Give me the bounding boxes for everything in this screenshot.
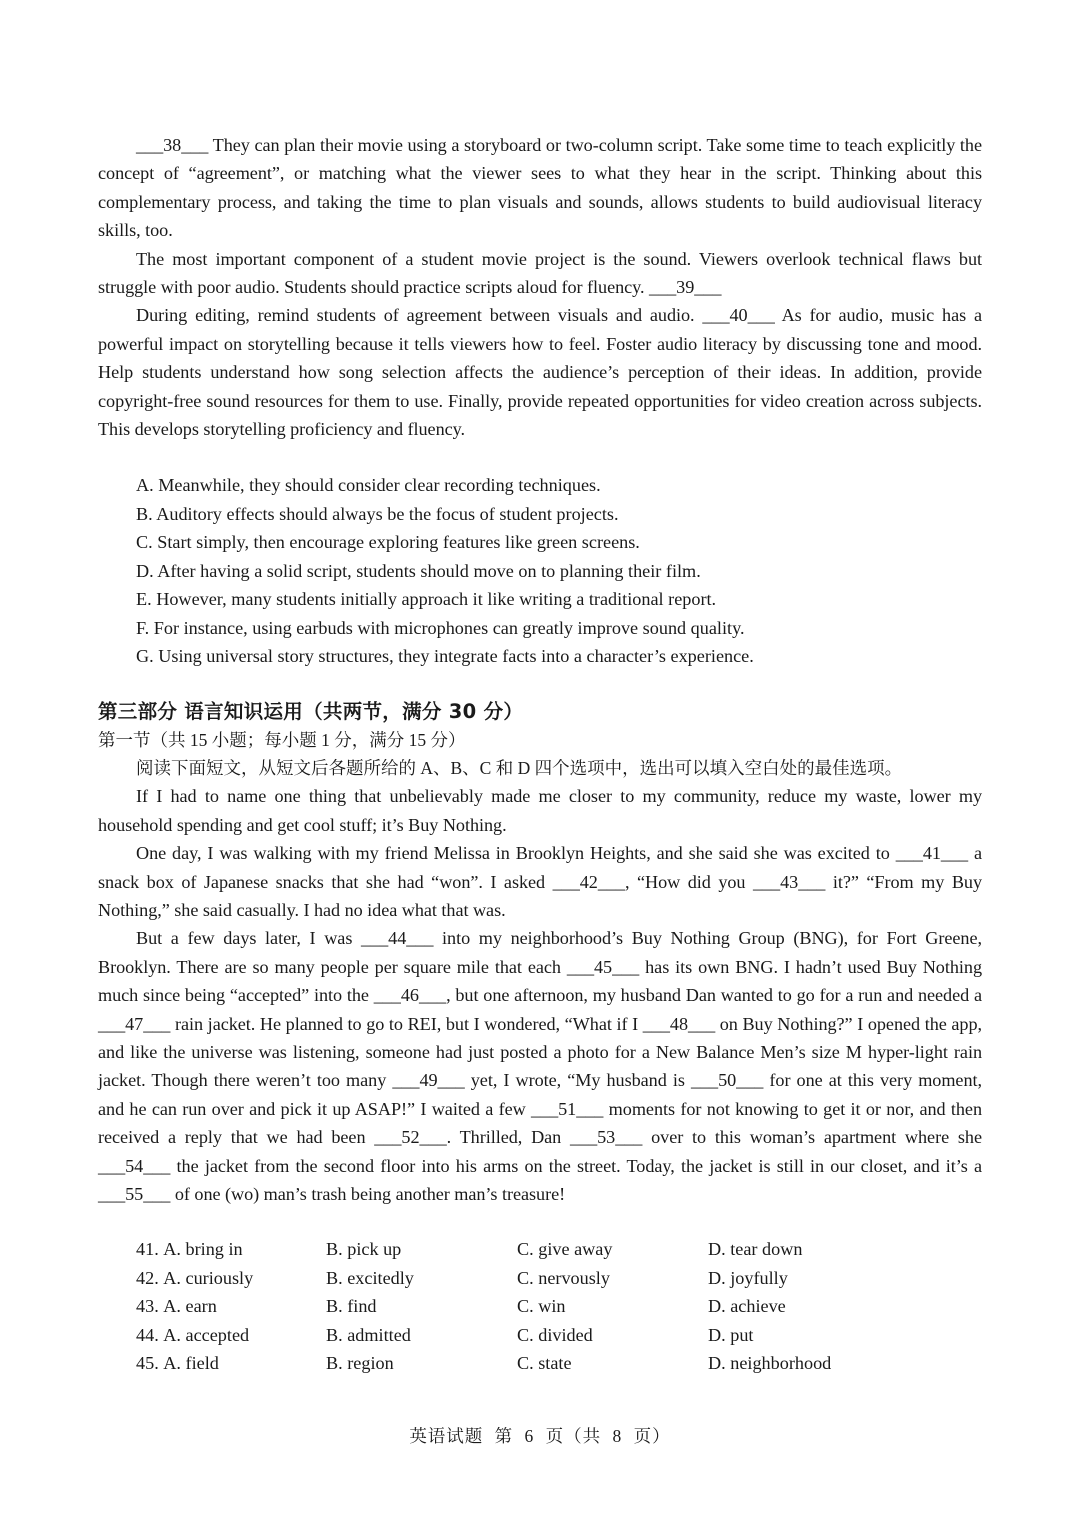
paragraph-blank-38: ___38___ They can plan their movie using a storyboard or two-column script. Take some time to teach explicitly the concept of “agreement”, or matching what the viewer sees to what they hear in the script. Thinking about this complementary process, and taking the time to plan visuals and sounds, allows students to build audiovisual literacy skills, too. bbox=[98, 135, 982, 241]
choice-d: D. put bbox=[708, 1324, 754, 1345]
option-d: D. After having a solid script, students should move on to planning their film. bbox=[136, 560, 701, 581]
question-number: 43. bbox=[136, 1296, 159, 1317]
question-row-45 bbox=[136, 1349, 982, 1377]
choice-b: B. admitted bbox=[326, 1324, 411, 1345]
choice-c: C. win bbox=[517, 1296, 566, 1317]
paragraph-blank-39: The most important component of a student movie project is the sound. Viewers overlook technical flaws but struggle with poor audio. Students should practice scripts aloud for fluency. ___39___ bbox=[98, 248, 982, 298]
option-c: C. Start simply, then encourage exploring features like green screens. bbox=[136, 532, 640, 553]
question-row-41 bbox=[136, 1235, 982, 1263]
choice-b: B. region bbox=[326, 1353, 394, 1374]
choice-c: C. give away bbox=[517, 1239, 613, 1260]
choice-a: A. bring in bbox=[163, 1239, 243, 1260]
choice-a: A. accepted bbox=[163, 1324, 250, 1345]
question-number: 44. bbox=[136, 1324, 159, 1345]
choice-b: B. pick up bbox=[326, 1239, 402, 1260]
option-e: E. However, many students initially approach it like writing a traditional report. bbox=[136, 589, 717, 610]
choice-d: D. tear down bbox=[708, 1239, 803, 1260]
choice-d: D. joyfully bbox=[708, 1267, 788, 1288]
question-row-43 bbox=[136, 1292, 982, 1320]
option-a: A. Meanwhile, they should consider clear recording techniques. bbox=[136, 475, 601, 496]
option-b: B. Auditory effects should always be the focus of student projects. bbox=[136, 503, 619, 524]
part3-title: 第三部分 语言知识运用（共两节，满分 30 分） bbox=[98, 700, 524, 724]
choice-c: C. state bbox=[517, 1353, 572, 1374]
section-instructions: 阅读下面短文，从短文后各题所给的 A、B、C 和 D 四个选项中，选出可以填入空白处的最佳选项。 bbox=[136, 758, 903, 779]
choice-c: C. divided bbox=[517, 1324, 593, 1345]
question-row-42 bbox=[136, 1264, 982, 1292]
choice-a: A. earn bbox=[163, 1296, 217, 1317]
choice-c: C. nervously bbox=[517, 1267, 610, 1288]
cloze-paragraph-intro: If I had to name one thing that unbelievably made me closer to my community, reduce my waste, lower my household spending and get cool stuff; it’s Buy Nothing. bbox=[98, 786, 982, 835]
choice-b: B. find bbox=[326, 1296, 377, 1317]
question-number: 45. bbox=[136, 1353, 159, 1374]
seven-choice-options bbox=[98, 471, 982, 670]
question-row-44 bbox=[136, 1321, 982, 1349]
page-footer: 英语试题 第 6 页（共 8 页） bbox=[409, 1426, 671, 1446]
choice-d: D. neighborhood bbox=[708, 1353, 832, 1374]
choice-b: B. excitedly bbox=[326, 1267, 414, 1288]
cloze-paragraph-melissa: One day, I was walking with my friend Melissa in Brooklyn Heights, and she said she was excited to ___41___ a snack box of Japanese snacks that she had “won”. I asked ___42___, “How did you ___43___ it?” “From my Buy Nothing,” she said casually. I had no idea what that was. bbox=[98, 843, 982, 920]
question-number: 41. bbox=[136, 1239, 159, 1260]
cloze-choices bbox=[98, 1235, 982, 1377]
section1-title: 第一节（共 15 小题；每小题 1 分，满分 15 分） bbox=[98, 730, 466, 751]
option-g: G. Using universal story structures, they integrate facts into a character’s experience. bbox=[136, 645, 754, 666]
cloze-passage bbox=[98, 782, 982, 1208]
paragraph-blank-40: During editing, remind students of agreement between visuals and audio. ___40___ As for audio, music has a powerful impact on storytelling because it tells viewers how to feel. Foster audio literacy by discussing tone and mood. Help students understand how song selection affects the audience’s perception of their ideas. In addition, provide copyright-free sound resources for them to use. Finally, provide repeated opportunities for video creation across subjects. This develops storytelling proficiency and fluency. bbox=[98, 305, 982, 440]
exam-page bbox=[98, 131, 982, 1377]
question-number: 42. bbox=[136, 1267, 159, 1288]
choice-d: D. achieve bbox=[708, 1296, 786, 1317]
cloze-paragraph-jacket: But a few days later, I was ___44___ into my neighborhood’s Buy Nothing Group (BNG), for Fort Greene, Brooklyn. There are so many people per square mile that each ___45___ has its own BNG. I hadn’t used Buy Nothing much since being “accepted” into the ___46___, but one afternoon, my husband Dan wanted to go for a run and needed a ___47___ rain jacket. He planned to go to REI, but I wondered, “What if I ___48___ on Buy Nothing?” I opened the app, and like the universe was listening, someone had just posted a photo for a New Balance Men’s size M hyper-light rain jacket. Though there weren’t too many ___49___ yet, I wrote, “My husband is ___50___ for one at this very moment, and he can run over and pick it up ASAP!” I waited a few ___51___ moments for not knowing to get it or nor, and then received a reply that we had been ___52___. Thrilled, Dan ___53___ over to this woman’s apartment where she ___54___ the jacket from the second floor into his arms on the street. Today, the jacket is still in our closet, and it’s a ___55___ of one (wo) man’s trash being another man’s treasure! bbox=[98, 928, 982, 1204]
choice-a: A. curiously bbox=[163, 1267, 254, 1288]
choice-a: A. field bbox=[163, 1353, 219, 1374]
reading-passage-continued bbox=[98, 131, 982, 443]
option-f: F. For instance, using earbuds with microphones can greatly improve sound quality. bbox=[136, 617, 745, 638]
